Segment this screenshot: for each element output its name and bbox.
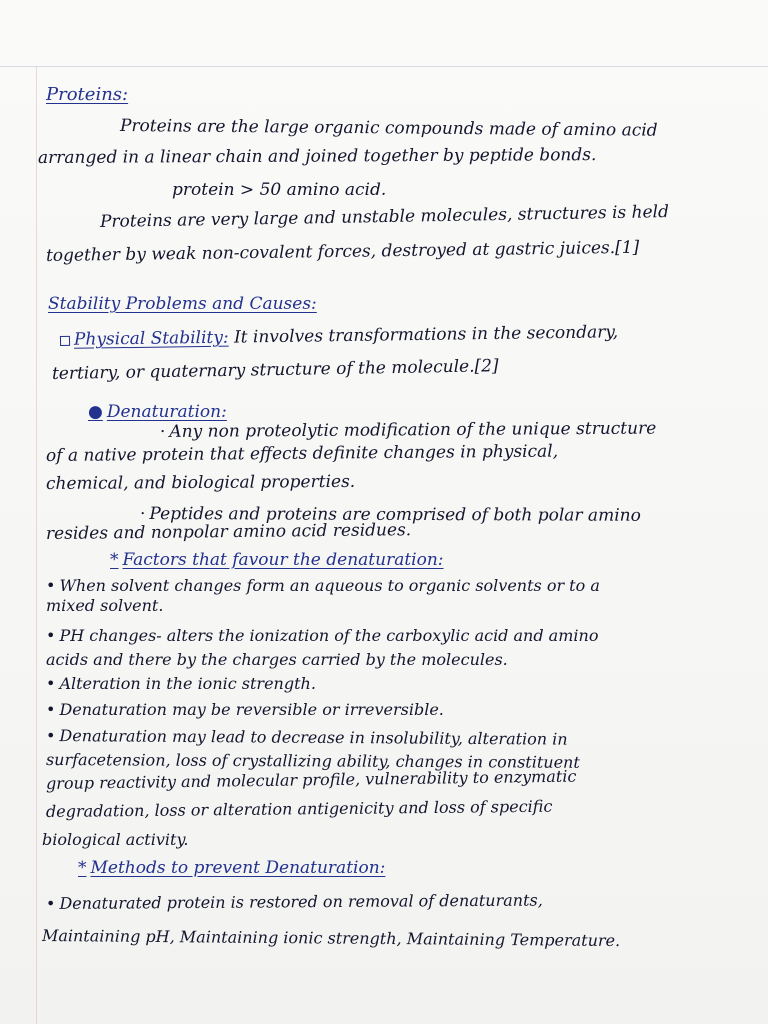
method-1-line-1 <box>45 890 543 913</box>
intro-p2-line-2: together by weak non-covalent forces, destroyed at gastric juices.[1] <box>45 237 640 266</box>
factor-2-text-1: PH changes- alters the ionization of the carboxylic acid and amino <box>59 626 599 645</box>
denaturation-label <box>88 404 227 421</box>
physical-stability-line-2: tertiary, or quaternary structure of the molecule.[2] <box>51 356 499 384</box>
intro-formula: protein > 50 amino acid. <box>172 180 387 200</box>
factor-5-line-5: biological activity. <box>42 830 189 849</box>
intro-p1-line-2: arranged in a linear chain and joined together by peptide bonds. <box>37 145 597 168</box>
method-1-text-1: Denaturated protein is restored on removal of denaturants, <box>59 890 543 913</box>
bullet-icon: • <box>46 576 56 595</box>
factor-2-line-2: acids and there by the charges carried by the molecules. <box>46 650 508 669</box>
factors-heading <box>110 552 444 569</box>
factor-5-line-4: degradation, loss or alteration antigenicity and loss of specific <box>45 796 553 821</box>
top-rule-line <box>0 66 768 67</box>
bullet-icon: • <box>46 700 56 719</box>
factor-4-text-1: Denaturation may be reversible or irreversible. <box>59 700 444 719</box>
factor-1-line-1 <box>46 578 600 594</box>
factor-5-line-2: surfacetension, loss of crystallizing ability, changes in constituent <box>45 750 580 772</box>
bullet-icon: • <box>45 893 56 913</box>
factor-3-line-1 <box>46 676 316 692</box>
bullet-icon: · <box>139 504 146 525</box>
factor-3-text-1: Alteration in the ionic strength. <box>59 674 316 693</box>
denaturation-line-1 <box>159 418 657 442</box>
margin-line <box>36 66 37 1024</box>
page-heading: Proteins: <box>46 84 129 105</box>
denaturation-line-2: of a native protein that effects definite changes in physical, <box>45 441 559 466</box>
star-icon: * <box>78 858 87 878</box>
intro-p2-line-1: Proteins are very large and unstable molecules, structures is held <box>99 202 670 232</box>
factor-5-line-1 <box>46 728 568 748</box>
factor-5-text-1: Denaturation may lead to decrease in insolubility, alteration in <box>59 726 568 749</box>
denaturation-label-text: Denaturation: <box>106 402 227 422</box>
methods-heading <box>78 860 385 877</box>
physical-stability-line-1 <box>60 324 618 349</box>
method-1-line-2: Maintaining pH, Maintaining ionic strength, Maintaining Temperature. <box>41 926 621 951</box>
factors-heading-text: Factors that favour the denaturation: <box>122 550 444 570</box>
checkbox-icon <box>60 335 70 345</box>
bullet-icon: • <box>46 674 56 693</box>
bullet-icon: ● <box>88 402 103 422</box>
denaturation-line-3: chemical, and biological properties. <box>45 471 356 494</box>
physical-stability-text-1: It involves transformations in the secondary, <box>228 322 619 348</box>
factor-1-text-1: When solvent changes form an aqueous to organic solvents or to a <box>59 576 600 595</box>
factor-4-line-1 <box>46 702 444 718</box>
physical-stability-label: Physical Stability: <box>73 327 229 350</box>
peptides-line-2: resides and nonpolar amino acid residues. <box>45 520 412 544</box>
methods-heading-text: Methods to prevent Denaturation: <box>90 858 386 878</box>
peptides-text-1: Peptides and proteins are comprised of both polar amino <box>149 504 641 526</box>
intro-p1-line-1: Proteins are the large organic compounds made of amino acid <box>119 116 658 141</box>
factor-1-line-2: mixed solvent. <box>46 596 164 615</box>
factor-2-line-1 <box>46 628 598 644</box>
factor-5-line-3: group reactivity and molecular profile, vulnerability to enzymatic <box>45 766 577 793</box>
star-icon: * <box>110 550 119 570</box>
denaturation-text-1: Any non proteolytic modification of the unique structure <box>169 418 657 442</box>
stability-heading: Stability Problems and Causes: <box>48 294 317 314</box>
bullet-icon: • <box>46 626 56 645</box>
bullet-icon: · <box>159 421 166 442</box>
bullet-icon: • <box>45 726 56 746</box>
